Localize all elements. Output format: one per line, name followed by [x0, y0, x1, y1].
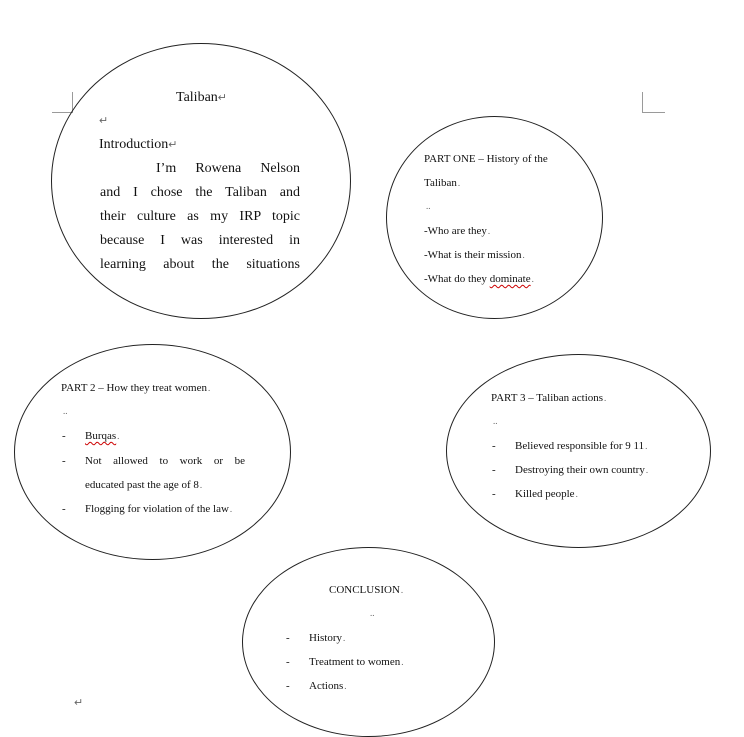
- part3-heading: PART 3 – Taliban actions.: [491, 392, 607, 404]
- part3-item-2: Destroying their own country.: [515, 464, 649, 476]
- intro-line-5: learning about the situations: [100, 257, 300, 272]
- part2-bullet-2: -: [62, 455, 66, 467]
- part3-bullet-2: -: [492, 464, 496, 476]
- part1-blank-line: ..: [426, 201, 431, 211]
- part2-bullet-1: -: [62, 430, 66, 442]
- intro-ellipse: [51, 43, 351, 319]
- part2-item-2: Not allowed to work or be: [85, 455, 245, 467]
- document-title: Taliban↵: [176, 90, 227, 105]
- intro-line-2: and I chose the Taliban and: [100, 185, 300, 200]
- intro-line-1: I’m Rowena Nelson: [156, 161, 300, 176]
- conclusion-heading: CONCLUSION.: [329, 584, 404, 596]
- conclusion-item-2: Treatment to women.: [309, 656, 404, 668]
- conclusion-bullet-3: -: [286, 680, 290, 692]
- part3-item-3: Killed people.: [515, 488, 578, 500]
- intro-heading: Introduction↵: [99, 137, 178, 152]
- part2-bullet-3: -: [62, 503, 66, 515]
- margin-corner-top-left: [52, 92, 73, 113]
- part1-heading-cont: Taliban.: [424, 177, 461, 189]
- trailing-paragraph-mark: ↵: [74, 697, 84, 709]
- part2-blank-line: ..: [63, 406, 68, 416]
- part1-heading: PART ONE – History of the: [424, 153, 548, 165]
- conclusion-bullet-2: -: [286, 656, 290, 668]
- part1-ellipse: [386, 116, 603, 319]
- part1-item-1: -Who are they.: [424, 225, 491, 237]
- part3-blank-line: ..: [493, 416, 498, 426]
- intro-line-4: because I was interested in: [100, 233, 300, 248]
- conclusion-ellipse: [242, 547, 495, 737]
- part2-item-3: Flogging for violation of the law.: [85, 503, 233, 515]
- part1-item-3: -What do they dominate.: [424, 273, 534, 285]
- part2-item-2-cont: educated past the age of 8.: [85, 479, 203, 491]
- conclusion-bullet-1: -: [286, 632, 290, 644]
- part2-ellipse: [14, 344, 291, 560]
- part1-item-2: -What is their mission.: [424, 249, 525, 261]
- conclusion-item-1: History.: [309, 632, 346, 644]
- part2-heading: PART 2 – How they treat women.: [61, 382, 211, 394]
- part3-bullet-3: -: [492, 488, 496, 500]
- spellcheck-flag: dominate: [489, 273, 531, 285]
- part2-item-1: Burqas.: [85, 430, 120, 442]
- part3-item-1: Believed responsible for 9 11.: [515, 440, 648, 452]
- part3-bullet-1: -: [492, 440, 496, 452]
- conclusion-blank-line: ..: [370, 608, 375, 618]
- conclusion-item-3: Actions.: [309, 680, 347, 692]
- margin-corner-top-right: [642, 92, 665, 113]
- intro-line-3: their culture as my IRP topic: [100, 209, 300, 224]
- empty-paragraph-mark: ↵: [99, 115, 109, 127]
